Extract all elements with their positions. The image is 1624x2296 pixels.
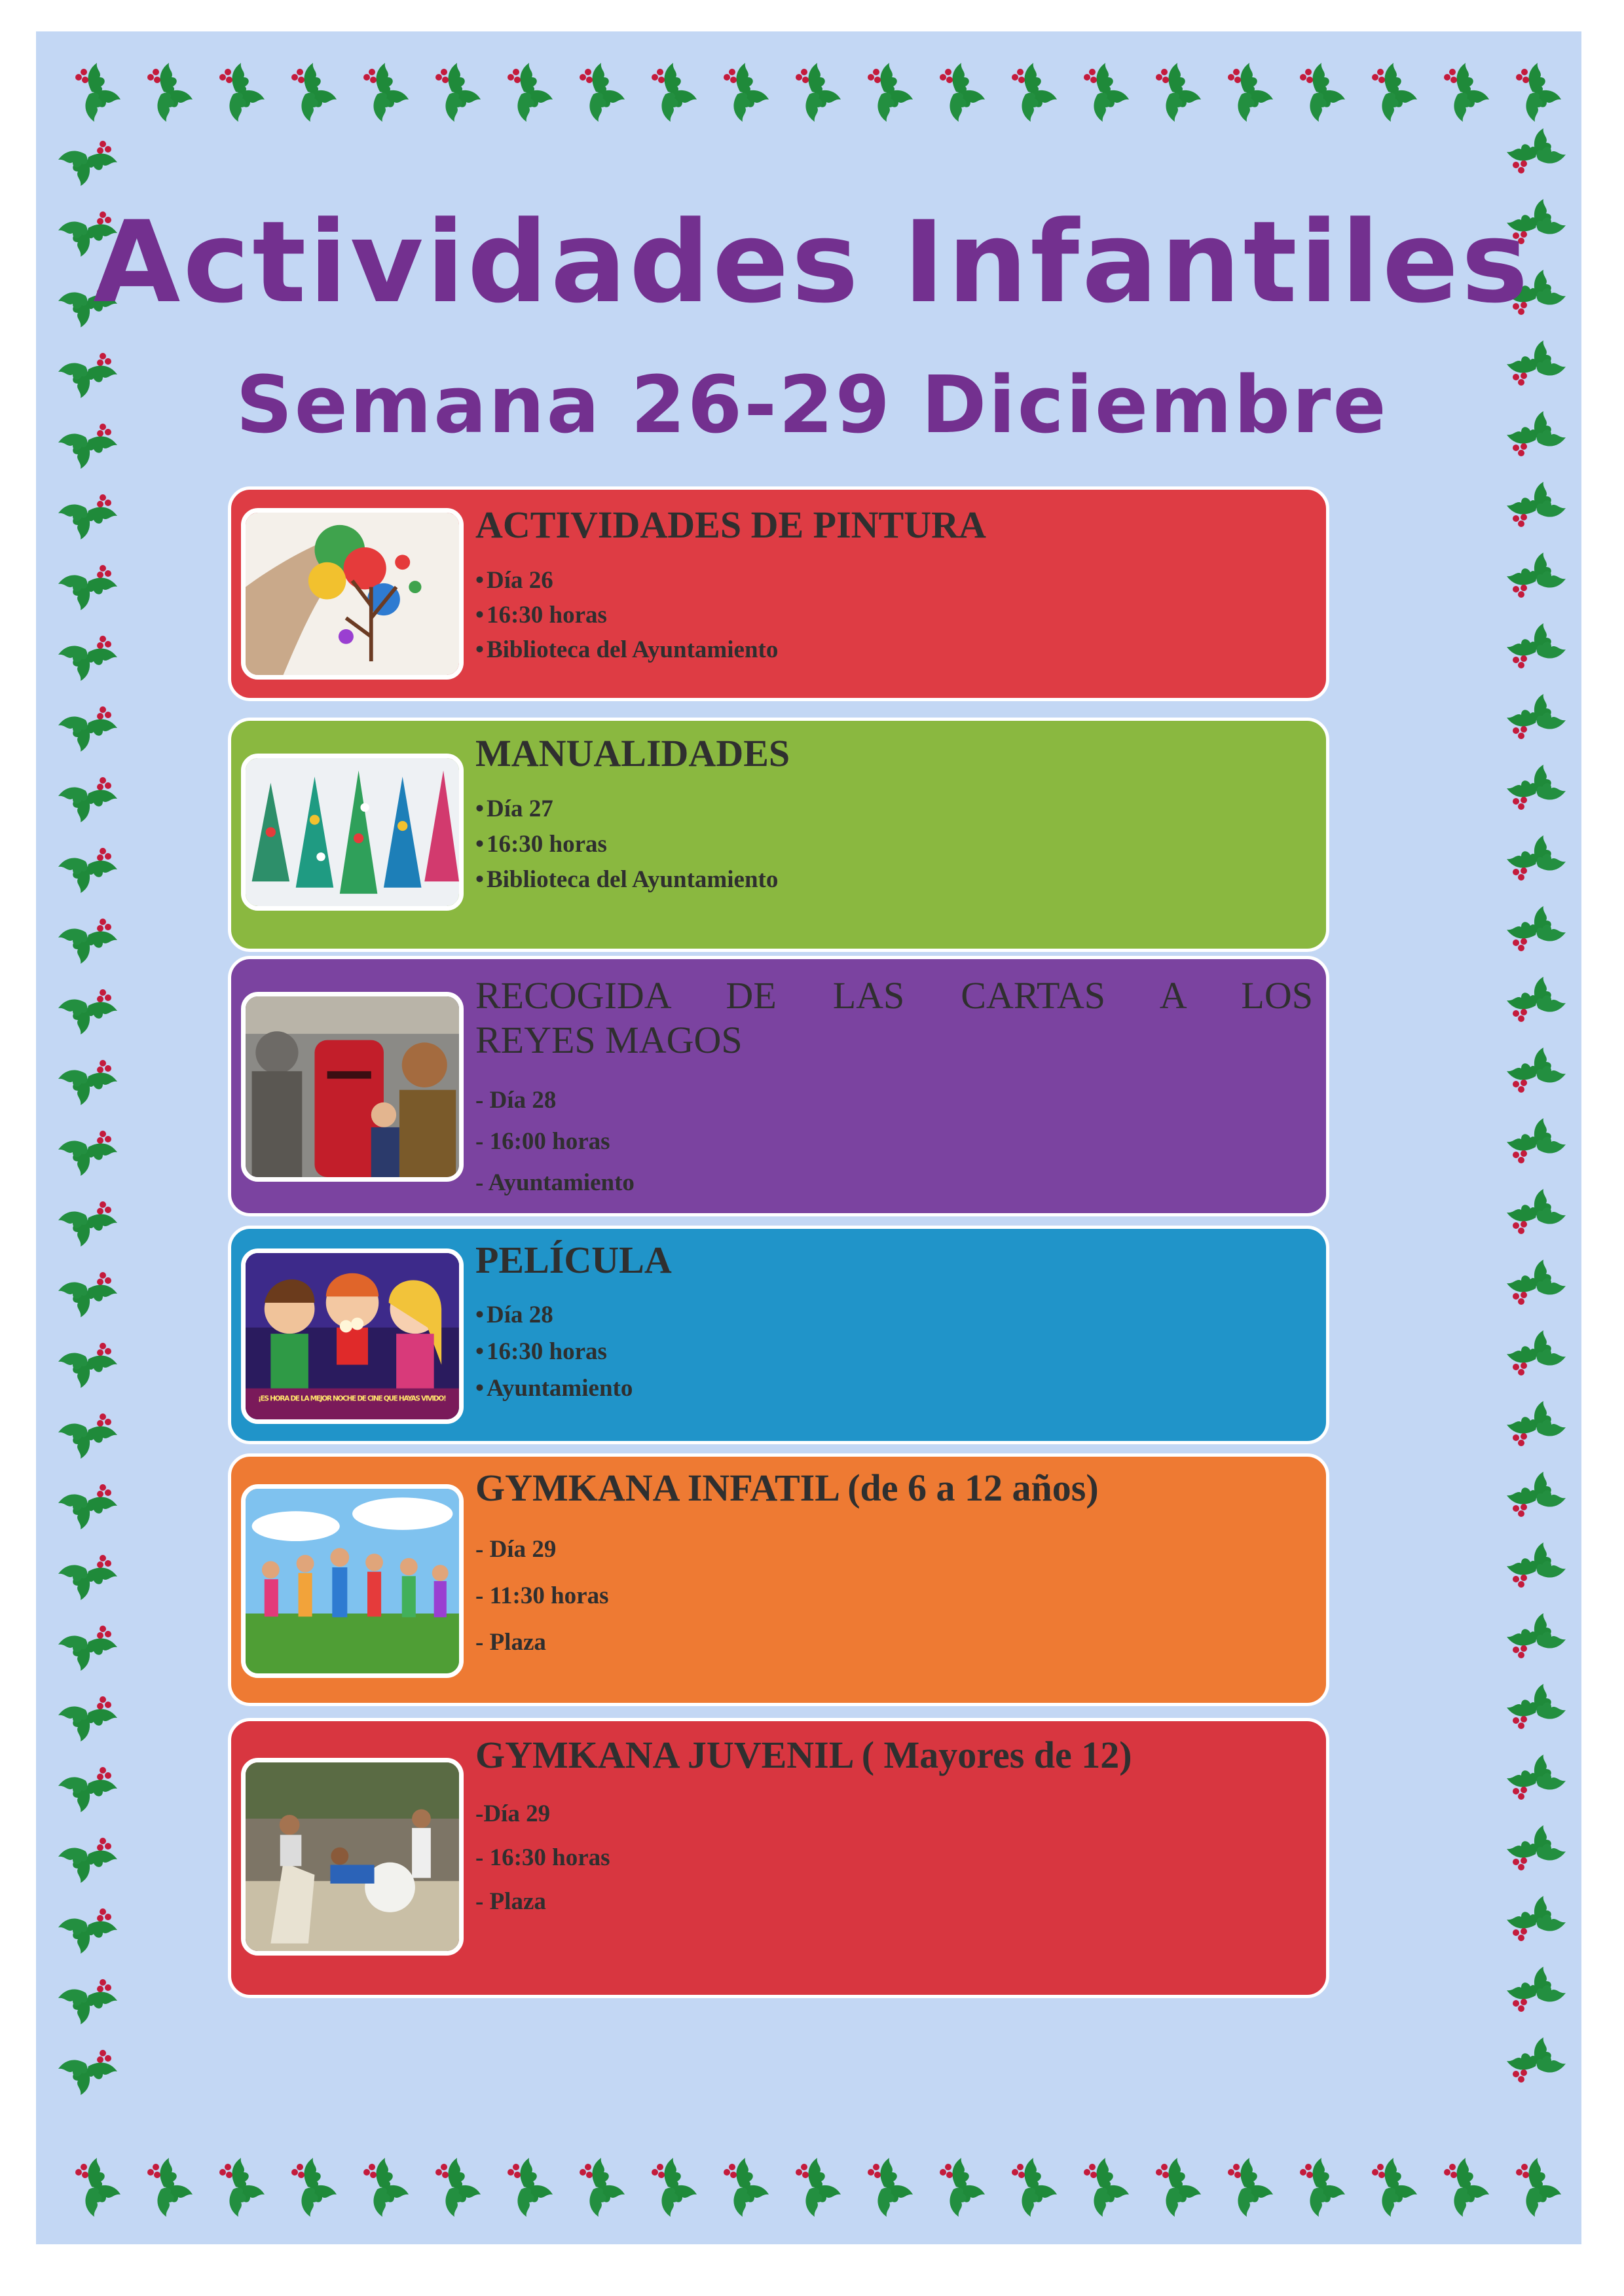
holly-sprig-icon xyxy=(58,1838,117,1883)
holly-sprig-icon xyxy=(1156,63,1201,122)
holly-row-top xyxy=(75,63,1561,122)
activity-location: • Biblioteca del Ayuntamiento xyxy=(475,632,778,667)
holly-sprig-icon xyxy=(58,1131,117,1176)
holly-sprig-icon xyxy=(1507,2037,1566,2083)
holly-sprig-icon xyxy=(58,777,117,822)
holly-sprig-icon xyxy=(58,1060,117,1105)
holly-sprig-icon xyxy=(58,565,117,610)
holly-sprig-icon xyxy=(1507,1896,1566,1941)
activity-title: PELÍCULA xyxy=(475,1239,672,1281)
activity-details xyxy=(475,1297,633,1407)
holly-sprig-icon xyxy=(58,494,117,539)
holly-sprig-icon xyxy=(1084,63,1129,122)
activity-date: • Día 27 xyxy=(475,792,778,827)
holly-sprig-icon xyxy=(75,2158,120,2217)
activity-title xyxy=(475,974,1313,1018)
holly-sprig-icon xyxy=(1372,63,1417,122)
holly-sprig-icon xyxy=(652,63,697,122)
holly-sprig-icon xyxy=(507,63,553,122)
holly-sprig-icon xyxy=(1507,1260,1566,1305)
activity-date: - Día 28 xyxy=(475,1080,635,1121)
activity-card-crafts xyxy=(228,718,1329,952)
holly-sprig-icon xyxy=(1507,1684,1566,1729)
activity-location: - Ayuntamiento xyxy=(475,1162,635,1203)
holly-sprig-icon xyxy=(58,1696,117,1741)
holly-sprig-icon xyxy=(1507,482,1566,527)
holly-sprig-icon xyxy=(1516,63,1561,122)
holly-sprig-icon xyxy=(1507,1189,1566,1234)
sack-race-icon xyxy=(241,1758,464,1956)
holly-sprig-icon xyxy=(868,2158,913,2217)
holly-sprig-icon xyxy=(1372,2158,1417,2217)
holly-sprig-icon xyxy=(724,63,769,122)
holly-sprig-icon xyxy=(1156,2158,1201,2217)
holly-sprig-icon xyxy=(1507,1330,1566,1376)
holly-sprig-icon xyxy=(1507,765,1566,810)
holly-sprig-icon xyxy=(291,63,337,122)
holly-sprig-icon xyxy=(1228,2158,1273,2217)
activity-date: -Día 29 xyxy=(475,1800,551,1827)
activity-details xyxy=(475,563,778,667)
activity-details xyxy=(475,1792,610,1923)
activity-time: - 11:30 horas xyxy=(475,1573,609,1619)
holly-sprig-icon xyxy=(580,2158,625,2217)
holly-sprig-icon xyxy=(291,2158,337,2217)
holly-sprig-icon xyxy=(1507,1613,1566,1658)
activity-title-line2: REYES MAGOS xyxy=(475,1019,743,1061)
holly-sprig-icon xyxy=(652,2158,697,2217)
activity-card-gymkana-children xyxy=(228,1453,1329,1706)
holly-sprig-icon xyxy=(58,919,117,964)
holly-sprig-icon xyxy=(1507,1118,1566,1163)
holly-sprig-icon xyxy=(1507,623,1566,668)
holly-sprig-icon xyxy=(58,1626,117,1671)
holly-sprig-icon xyxy=(1507,1825,1566,1870)
holly-sprig-icon xyxy=(1507,906,1566,951)
children-running-icon xyxy=(241,1484,464,1678)
holly-sprig-icon xyxy=(435,63,481,122)
holly-sprig-icon xyxy=(580,63,625,122)
activity-time: • 16:30 horas xyxy=(475,598,778,632)
activity-card-movie xyxy=(228,1226,1329,1444)
page-subtitle: Semana 26-29 Diciembre xyxy=(236,360,1388,451)
holly-sprig-icon xyxy=(58,848,117,893)
holly-sprig-icon xyxy=(940,2158,985,2217)
holly-sprig-icon xyxy=(58,1767,117,1812)
holly-sprig-icon xyxy=(435,2158,481,2217)
holly-sprig-icon xyxy=(1507,553,1566,598)
holly-sprig-icon xyxy=(1507,128,1566,173)
activity-details xyxy=(475,1526,609,1666)
activity-location: • Biblioteca del Ayuntamiento xyxy=(475,862,778,898)
holly-sprig-icon xyxy=(363,2158,409,2217)
activity-card-letters-kings xyxy=(228,956,1329,1216)
activity-card-painting xyxy=(228,486,1329,701)
holly-sprig-icon xyxy=(58,1979,117,2024)
holly-sprig-icon xyxy=(796,63,841,122)
holly-sprig-icon xyxy=(1507,977,1566,1022)
movie-caption: ¡ES HORA DE LA MEJOR NOCHE DE CINE QUE HAYAS VIVIDO! xyxy=(258,1394,447,1403)
holly-sprig-icon xyxy=(1507,835,1566,881)
activity-time: - 16:30 horas xyxy=(475,1844,610,1871)
holly-sprig-icon xyxy=(1444,2158,1489,2217)
mailbox-kings-icon xyxy=(241,992,464,1182)
holly-sprig-icon xyxy=(58,1555,117,1600)
holly-sprig-icon xyxy=(58,1484,117,1529)
activity-time: • 16:30 horas xyxy=(475,1334,633,1370)
activity-title: MANUALIDADES xyxy=(475,732,790,774)
activity-title-line1: RECOGIDA DE LAS CARTAS A LOS xyxy=(475,974,1313,1017)
holly-sprig-icon xyxy=(75,63,120,122)
holly-sprig-icon xyxy=(1012,2158,1057,2217)
activity-date: • Día 28 xyxy=(475,1297,633,1334)
holly-sprig-icon xyxy=(147,2158,193,2217)
holly-sprig-icon xyxy=(58,706,117,752)
activity-location: - Plaza xyxy=(475,1888,546,1915)
holly-sprig-icon xyxy=(1012,63,1057,122)
holly-sprig-icon xyxy=(1507,1472,1566,1517)
activity-card-gymkana-youth xyxy=(228,1718,1329,1998)
holly-sprig-icon xyxy=(58,989,117,1034)
activity-details xyxy=(475,792,778,898)
holly-sprig-icon xyxy=(58,141,117,186)
holly-sprig-icon xyxy=(58,1201,117,1247)
holly-sprig-icon xyxy=(1300,2158,1345,2217)
holly-sprig-icon xyxy=(507,2158,553,2217)
holly-sprig-icon xyxy=(363,63,409,122)
holly-row-bottom xyxy=(75,2158,1561,2217)
svg-text:¡ES HORA DE LA MEJOR NOCHE DE xyxy=(258,1395,447,1403)
activity-date: • Día 26 xyxy=(475,563,778,598)
cartoon-kids-popcorn-icon xyxy=(241,1248,464,1424)
activity-details xyxy=(475,1080,635,1203)
holly-sprig-icon xyxy=(796,2158,841,2217)
holly-sprig-icon xyxy=(219,63,265,122)
holly-sprig-icon xyxy=(58,636,117,681)
activity-title: GYMKANA INFATIL (de 6 a 12 años) xyxy=(475,1467,1099,1509)
activity-title: GYMKANA JUVENIL ( Mayores de 12) xyxy=(475,1734,1132,1776)
holly-sprig-icon xyxy=(724,2158,769,2217)
activity-title: ACTIVIDADES DE PINTURA xyxy=(475,503,986,546)
holly-sprig-icon xyxy=(1084,2158,1129,2217)
holly-sprig-icon xyxy=(1228,63,1273,122)
holly-sprig-icon xyxy=(58,1908,117,1954)
holly-sprig-icon xyxy=(1507,1048,1566,1093)
activity-time: - 16:00 horas xyxy=(475,1121,635,1162)
holly-sprig-icon xyxy=(58,1272,117,1317)
holly-sprig-icon xyxy=(58,1343,117,1388)
painting-hand-icon xyxy=(241,508,464,680)
holly-sprig-icon xyxy=(1444,63,1489,122)
holly-sprig-icon xyxy=(58,1413,117,1459)
holly-sprig-icon xyxy=(1516,2158,1561,2217)
holly-sprig-icon xyxy=(1507,1755,1566,1800)
holly-sprig-icon xyxy=(940,63,985,122)
activity-location: - Plaza xyxy=(475,1619,609,1666)
holly-sprig-icon xyxy=(868,63,913,122)
holly-sprig-icon xyxy=(219,2158,265,2217)
page-title: Actividades Infantiles xyxy=(93,196,1531,328)
holly-sprig-icon xyxy=(1507,1967,1566,2012)
activity-time: • 16:30 horas xyxy=(475,827,778,862)
paper-christmas-trees-icon xyxy=(241,754,464,911)
activity-location: • Ayuntamiento xyxy=(475,1370,633,1407)
holly-sprig-icon xyxy=(1300,63,1345,122)
holly-sprig-icon xyxy=(147,63,193,122)
holly-sprig-icon xyxy=(58,2050,117,2095)
holly-sprig-icon xyxy=(1507,1401,1566,1446)
holly-sprig-icon xyxy=(1507,694,1566,739)
activity-date: - Día 29 xyxy=(475,1526,609,1573)
holly-sprig-icon xyxy=(1507,1542,1566,1588)
